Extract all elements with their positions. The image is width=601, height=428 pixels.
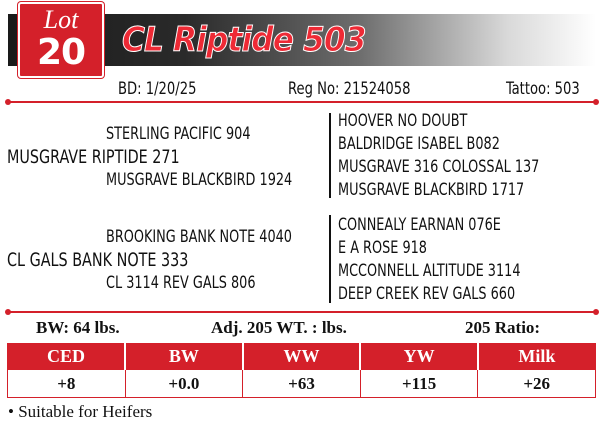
epd-header-row — [8, 344, 596, 370]
sire-sire: STERLING PACIFIC 904 — [106, 124, 251, 144]
pedigree-right-top-3: MUSGRAVE 316 COLOSSAL 137 — [338, 157, 540, 177]
top-rule-cap-right — [593, 99, 599, 105]
pedigree-right-bottom-4: DEEP CREEK REV GALS 660 — [338, 284, 516, 304]
epd-value-bw: +0.0 — [125, 370, 243, 398]
epd-value-milk: +26 — [478, 370, 596, 398]
pedigree-right-top-2: BALDRIDGE ISABEL B082 — [338, 134, 500, 154]
birth-date: BD: 1/20/25 — [118, 79, 197, 99]
epd-header-milk: Milk — [478, 344, 596, 370]
epd-header-yw: YW — [360, 344, 478, 370]
pedigree-right-top-4: MUSGRAVE BLACKBIRD 1717 — [338, 180, 525, 200]
epd-header-bw: BW — [125, 344, 243, 370]
lot-badge — [18, 2, 104, 78]
pedigree-right-bottom-1: CONNEALY EARNAN 076E — [338, 215, 501, 235]
pedigree-divider-bottom — [329, 215, 331, 303]
epd-header-ww: WW — [243, 344, 361, 370]
epd-value-row — [8, 370, 596, 398]
epd-header-ced: CED — [8, 344, 126, 370]
animal-name: CL Riptide 503 — [122, 20, 366, 60]
epd-value-ced: +8 — [8, 370, 126, 398]
dam-dam: CL 3114 REV GALS 806 — [106, 273, 256, 293]
note-heifers: • Suitable for Heifers — [8, 402, 153, 421]
registration-number: Reg No: 21524058 — [288, 79, 411, 99]
epd-value-yw: +115 — [360, 370, 478, 398]
top-rule — [8, 101, 596, 103]
pedigree-right-bottom-2: E A ROSE 918 — [338, 238, 427, 258]
pedigree-right-bottom-3: MCCONNELL ALTITUDE 3114 — [338, 261, 521, 281]
top-rule-cap-left — [5, 99, 11, 105]
sire-dam: MUSGRAVE BLACKBIRD 1924 — [106, 170, 293, 190]
sire: MUSGRAVE RIPTIDE 271 — [7, 146, 180, 168]
epd-table — [7, 343, 596, 398]
adjusted-205-weight: Adj. 205 WT. : lbs. — [211, 318, 347, 337]
pedigree-divider-top — [329, 113, 331, 198]
pedigree-right-top-1: HOOVER NO DOUBT — [338, 111, 468, 131]
epd-value-ww: +63 — [243, 370, 361, 398]
dam: CL GALS BANK NOTE 333 — [7, 249, 189, 271]
bottom-rule-cap-right — [593, 309, 599, 315]
tattoo: Tattoo: 503 — [506, 79, 580, 99]
ratio-205: 205 Ratio: — [465, 318, 541, 337]
birth-weight: BW: 64 lbs. — [36, 318, 120, 337]
bottom-rule-cap-left — [5, 309, 11, 315]
dam-sire: BROOKING BANK NOTE 4040 — [106, 227, 292, 247]
lot-number: 20 — [36, 32, 86, 73]
lot-label: Lot — [43, 5, 79, 34]
bottom-rule — [8, 311, 596, 313]
